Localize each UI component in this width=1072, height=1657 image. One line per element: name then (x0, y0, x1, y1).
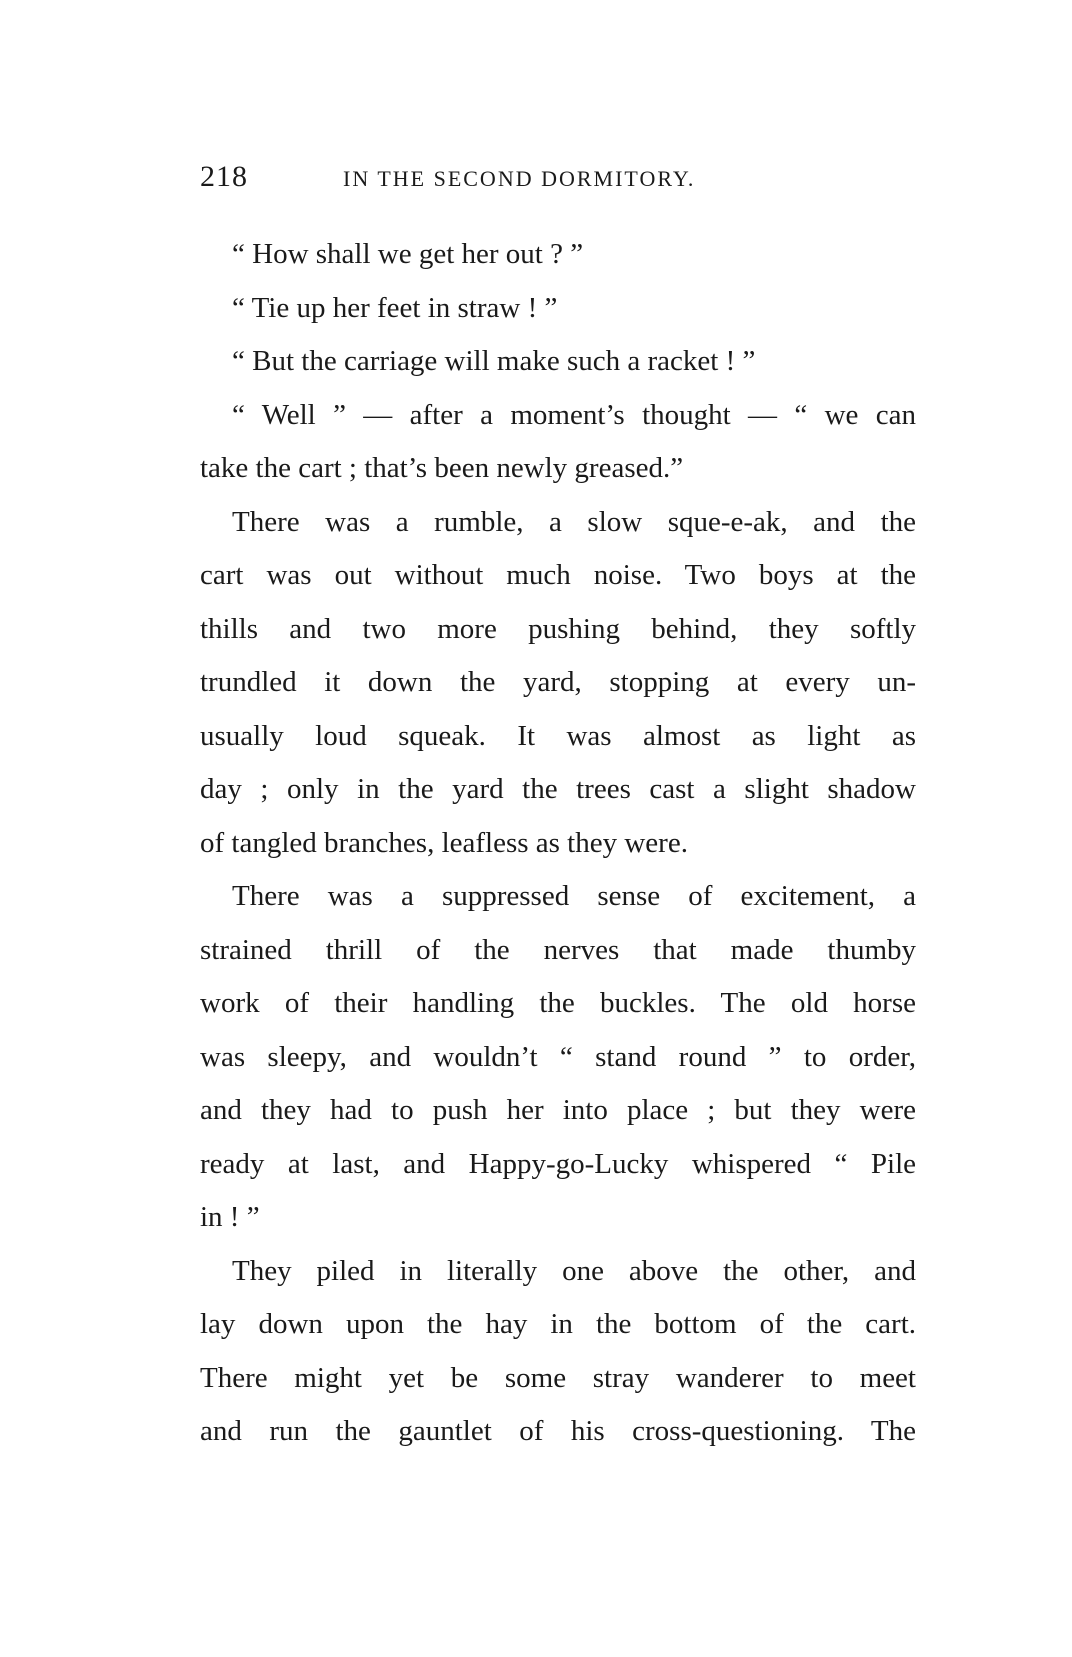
text-line: cart was out without much noise. Two boys at the (200, 559, 916, 591)
text-line: They piled in literally one above the other, and (232, 1254, 916, 1287)
running-head (200, 160, 920, 200)
running-title: IN THE SECOND DORMITORY. (343, 166, 696, 191)
text-line: take the cart ; that’s been newly greased.” (200, 452, 684, 484)
text-line: of tangled branches, leafless as they were. (200, 826, 688, 859)
text-line: There was a rumble, a slow sque-e-ak, and the (232, 505, 916, 538)
text-line: There was a suppressed sense of excitement, a (232, 880, 916, 912)
text-line: work of their handling the buckles. The old horse (200, 987, 916, 1019)
text-line: was sleepy, and wouldn’t “ stand round ” to order, (200, 1040, 916, 1073)
text-line: and they had to push her into place ; but they were (200, 1094, 916, 1126)
dialogue-line: “ But the carriage will make such a racket ! ” (232, 345, 756, 377)
dialogue-line: “ Tie up her feet in straw ! ” (232, 291, 558, 324)
text-line: in ! ” (200, 1201, 260, 1233)
text-line: There might yet be some stray wanderer to meet (200, 1361, 916, 1394)
page-number: 218 (200, 160, 248, 193)
text-line: lay down upon the hay in the bottom of the cart. (200, 1308, 916, 1340)
dialogue-line: “ How shall we get her out ? ” (232, 238, 584, 270)
body-text (200, 228, 916, 1459)
text-line: thills and two more pushing behind, they softly (200, 612, 916, 645)
text-line: and run the gauntlet of his cross-questioning. The (200, 1415, 916, 1447)
text-line: ready at last, and Happy-go-Lucky whispered “ Pile (200, 1147, 916, 1180)
text-line: trundled it down the yard, stopping at every un- (200, 666, 916, 698)
text-line: day ; only in the yard the trees cast a slight shadow (200, 773, 916, 805)
text-line: usually loud squeak. It was almost as light as (200, 719, 916, 752)
text-line: strained thrill of the nerves that made thumby (200, 933, 916, 966)
dialogue-line: “ Well ” — after a moment’s thought — “ we can (232, 398, 916, 431)
